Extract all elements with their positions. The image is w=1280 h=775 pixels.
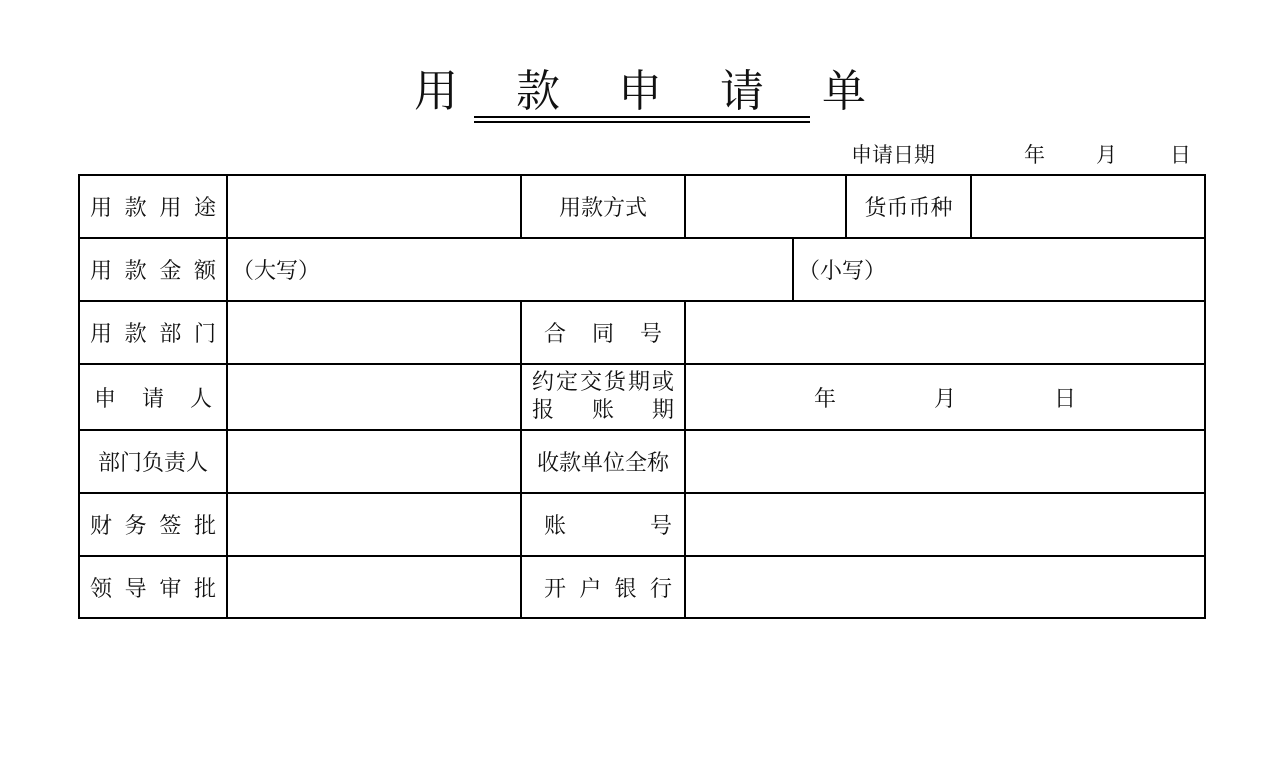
contract-no-field[interactable] [686, 302, 1204, 363]
amount-lower-field[interactable] [798, 239, 1202, 300]
label-due-date [522, 365, 684, 429]
label-department [80, 302, 226, 363]
label-finance [80, 494, 226, 555]
leader-field[interactable] [228, 557, 520, 617]
label-payment-method-text: 用款方式 [558, 196, 647, 221]
amount-capital-field[interactable] [232, 239, 790, 300]
label-due-date-line1: 约定交货期或 [532, 370, 674, 395]
label-bank-text: 开 户 银 行 [544, 576, 672, 602]
label-leader-text: 领 导 审 批 [90, 576, 216, 602]
label-amount [80, 239, 226, 300]
department-field[interactable] [228, 302, 520, 363]
label-due-date-line2: 报 账 期 [532, 398, 674, 423]
label-finance-text: 财 务 签 批 [90, 514, 216, 539]
amount-lower-label: （小写） [798, 259, 887, 284]
label-purpose [80, 176, 226, 237]
title-underline [474, 116, 810, 118]
title-underline-double [474, 121, 810, 123]
amount-capital-label: （大写） [232, 259, 321, 284]
label-account-text: 账 号 [544, 514, 672, 539]
label-payment-method [522, 176, 684, 237]
apply-date-year: 年 [1024, 143, 1045, 167]
purpose-field[interactable] [228, 176, 520, 237]
label-dept-head [80, 431, 226, 492]
label-currency [847, 176, 970, 237]
apply-date-label: 申请日期 [851, 143, 935, 167]
label-dept-head-text: 部门负责人 [97, 451, 208, 476]
label-contract-no [522, 302, 684, 363]
label-amount-text: 用 款 金 额 [90, 259, 216, 284]
label-contract-no-text: 合 同 号 [544, 322, 662, 347]
currency-field[interactable] [972, 176, 1204, 237]
due-date-day: 日 [1054, 386, 1077, 412]
due-date-field[interactable] [686, 365, 1204, 429]
finance-field[interactable] [228, 494, 520, 555]
bank-field[interactable] [686, 557, 1204, 617]
apply-date-month: 月 [1096, 143, 1117, 167]
account-field[interactable] [686, 494, 1204, 555]
label-applicant [80, 365, 226, 429]
payment-method-field[interactable] [686, 176, 845, 237]
label-purpose-text: 用 款 用 途 [90, 196, 216, 221]
label-applicant-text: 申 请 人 [94, 386, 212, 412]
dept-head-field[interactable] [228, 431, 520, 492]
due-date-month: 月 [934, 386, 957, 412]
label-payee [522, 431, 684, 492]
label-account [522, 494, 684, 555]
applicant-field[interactable] [228, 365, 520, 429]
label-currency-text: 货币币种 [864, 196, 953, 221]
title-text: 用 款 申 请 单 [414, 66, 888, 117]
due-date-year: 年 [814, 386, 837, 412]
payee-field[interactable] [686, 431, 1204, 492]
label-department-text: 用 款 部 门 [90, 322, 216, 347]
apply-date-day: 日 [1170, 143, 1191, 167]
label-payee-text: 收款单位全称 [536, 451, 669, 476]
page-title [0, 64, 1280, 120]
label-bank [522, 557, 684, 617]
label-leader [80, 557, 226, 617]
